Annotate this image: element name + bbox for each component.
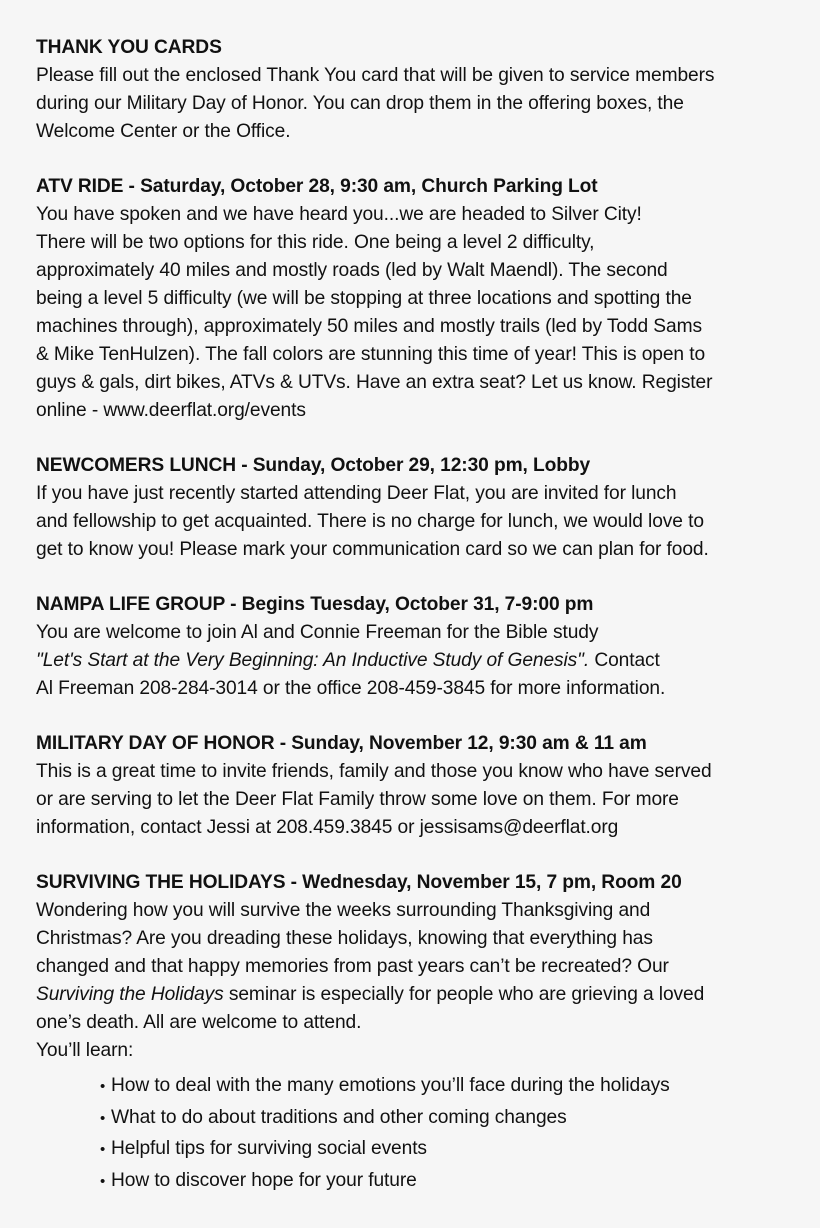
body-line (36, 647, 792, 675)
section-newcomers-lunch (36, 452, 792, 564)
list-item-text: Helpful tips for surviving social events (111, 1138, 427, 1159)
section-military-day-of-honor (36, 730, 792, 842)
list-item-text: How to discover hope for your future (111, 1169, 417, 1191)
body-line: If you have just recently started attending Deer Flat, you are invited for lunch (36, 483, 677, 504)
bullet-icon: • (100, 1172, 106, 1190)
body-line: changed and that happy memories from past years can’t be recreated? Our (36, 956, 669, 977)
section-atv-ride (36, 173, 792, 425)
list-item (100, 1071, 792, 1103)
list-item-text: How to deal with the many emotions you’ll face during the holidays (111, 1075, 670, 1096)
body-line: This is a great time to invite friends, family and those you know who have served (36, 761, 712, 782)
body-line: and fellowship to get acquainted. There is no charge for lunch, we would love to (36, 511, 704, 532)
seminar-title: Surviving the Holidays (36, 984, 224, 1005)
body-line: approximately 40 miles and mostly roads (led by Walt Maendl). The second (36, 260, 668, 281)
bullet-icon: • (100, 1109, 106, 1127)
bullet-icon: • (100, 1078, 106, 1095)
section-heading: NAMPA LIFE GROUP - Begins Tuesday, October 31, 7-9:00 pm (36, 594, 594, 615)
body-line: online - www.deerflat.org/events (36, 400, 306, 421)
body-text: Contact (589, 650, 660, 671)
section-heading: THANK YOU CARDS (36, 37, 222, 58)
body-line: Welcome Center or the Office. (36, 121, 291, 142)
body-line: one’s death. All are welcome to attend. (36, 1012, 362, 1033)
body-line: information, contact Jessi at 208.459.3845 or jessisams@deerflat.org (36, 817, 619, 838)
section-heading: NEWCOMERS LUNCH - Sunday, October 29, 12:30 pm, Lobby (36, 455, 591, 476)
section-nampa-life-group (36, 591, 792, 703)
body-line: Please fill out the enclosed Thank You card that will be given to service members (36, 65, 715, 86)
body-line: during our Military Day of Honor. You can drop them in the offering boxes, the (36, 93, 684, 114)
bullet-icon: • (100, 1141, 106, 1158)
learn-label: You’ll learn: (36, 1040, 134, 1061)
list-item-text: What to do about traditions and other coming changes (111, 1106, 567, 1128)
study-title: "Let's Start at the Very Beginning: An Inductive Study of Genesis". (36, 650, 590, 671)
section-heading: MILITARY DAY OF HONOR - Sunday, November 12, 9:30 am & 11 am (36, 733, 647, 754)
body-line: guys & gals, dirt bikes, ATVs & UTVs. Have an extra seat? Let us know. Register (36, 372, 713, 393)
body-line: & Mike TenHulzen). The fall colors are stunning this time of year! This is open to (36, 344, 706, 365)
section-surviving-the-holidays (36, 869, 792, 1197)
bullet-list (36, 1071, 792, 1197)
body-line (36, 981, 792, 1009)
list-item (100, 1134, 792, 1166)
body-line: You have spoken and we have heard you...we are headed to Silver City! (36, 204, 642, 225)
body-line: Christmas? Are you dreading these holidays, knowing that everything has (36, 928, 653, 949)
list-item (100, 1166, 792, 1198)
section-heading: SURVIVING THE HOLIDAYS - Wednesday, November 15, 7 pm, Room 20 (36, 872, 682, 893)
body-line: machines through), approximately 50 miles and mostly trails (led by Todd Sams (36, 316, 702, 337)
body-text: seminar is especially for people who are grieving a loved (223, 984, 705, 1005)
body-line: being a level 5 difficulty (we will be stopping at three locations and spotting the (36, 288, 692, 309)
body-line: get to know you! Please mark your communication card so we can plan for food. (36, 539, 709, 560)
body-line: You are welcome to join Al and Connie Freeman for the Bible study (36, 622, 599, 643)
section-heading: ATV RIDE - Saturday, October 28, 9:30 am, Church Parking Lot (36, 176, 598, 197)
body-line: or are serving to let the Deer Flat Family throw some love on them. For more (36, 789, 679, 810)
body-line: Wondering how you will survive the weeks surrounding Thanksgiving and (36, 900, 651, 921)
body-line: There will be two options for this ride. One being a level 2 difficulty, (36, 232, 595, 253)
body-line: Al Freeman 208-284-3014 or the office 208-459-3845 for more information. (36, 678, 666, 699)
list-item (100, 1103, 792, 1135)
section-thank-you-cards (36, 34, 792, 146)
